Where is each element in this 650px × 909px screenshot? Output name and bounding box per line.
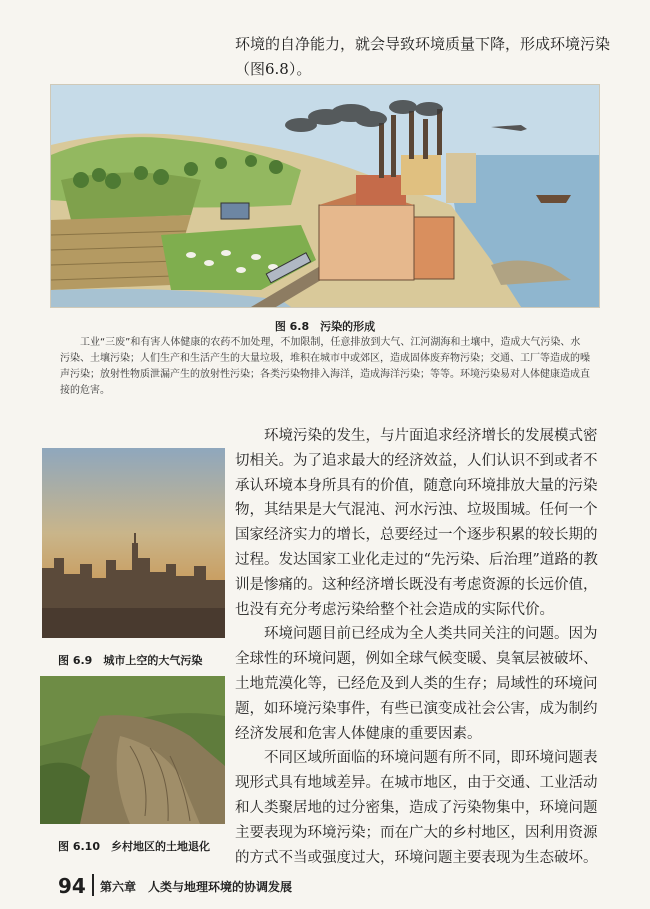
page-number: 94 xyxy=(58,874,86,898)
footer-divider xyxy=(92,874,94,896)
figure-6-9-title: 图 6.9 城市上空的大气污染 xyxy=(58,654,203,667)
paragraph-3: 不同区域所面临的环境问题有所不同，即环境问题表现形式具有地域差异。在城市地区，由于交通、工业活动和人类聚居地的过分密集，造成了污染物集中，环境问题主要表现为环境污染；而在广大的乡村地区，因利用资源的方式不当或强度过大，环境问题主要表现为生态破坏。 xyxy=(235,750,598,866)
figure-6-10-title: 图 6.10 乡村地区的土地退化 xyxy=(58,840,210,853)
city-smog-photo xyxy=(42,448,225,638)
intro-text: 环境的自净能力，就会导致环境质量下降，形成环境污染（图6.8）。 xyxy=(235,35,611,78)
paragraph-2: 环境问题目前已经成为全人类共同关注的问题。因为全球性的环境问题，例如全球气候变暖、臭氧层被破坏、土地荒漠化等，已经危及到人类的生存；局域性的环境问题，如环境污染事件，有些已演变成社会公害，成为制约经济发展和危害人体健康的重要因素。 xyxy=(235,626,598,742)
land-degradation-photo xyxy=(40,676,225,824)
figure-6-8-title: 图 6.8 污染的形成 xyxy=(274,320,376,333)
pollution-illustration xyxy=(50,84,600,308)
body-text xyxy=(235,424,607,870)
page-footer xyxy=(30,870,630,900)
chapter-title: 第六章 人类与地理环境的协调发展 xyxy=(100,880,293,894)
figure-6-8-caption: 工业“三废”和有害人体健康的农药不加处理，不加限制，任意排放到大气、江河湖海和土壤中，造成大气污染、水污染、土壤污染；人们生产和生活产生的大量垃圾，堆积在城市中或郊区，造成固体废弃物污染；交通、工厂等造成的噪声污染；放射性物质泄漏产生的放射性污染；各类污染物排入海洋，造成海洋污染；等等。环境污染易对人体健康造成直接的危害。 xyxy=(60,337,590,396)
paragraph-1: 环境污染的发生，与片面追求经济增长的发展模式密切相关。为了追求最大的经济效益，人们认识不到或者不承认环境本身所具有的价值，随意向环境排放大量的污染物，其结果是大气混沌、河水污浊、垃圾围城。任何一个国家经济实力的增长，总要经过一个逐步积累的较长期的过程。发达国家工业化走过的“先污染、后治理”道路的教训是惨痛的。这种经济增长既没有考虑资源的长远价值，也没有充分考虑污染给整个社会造成的实际代价。 xyxy=(235,428,598,618)
